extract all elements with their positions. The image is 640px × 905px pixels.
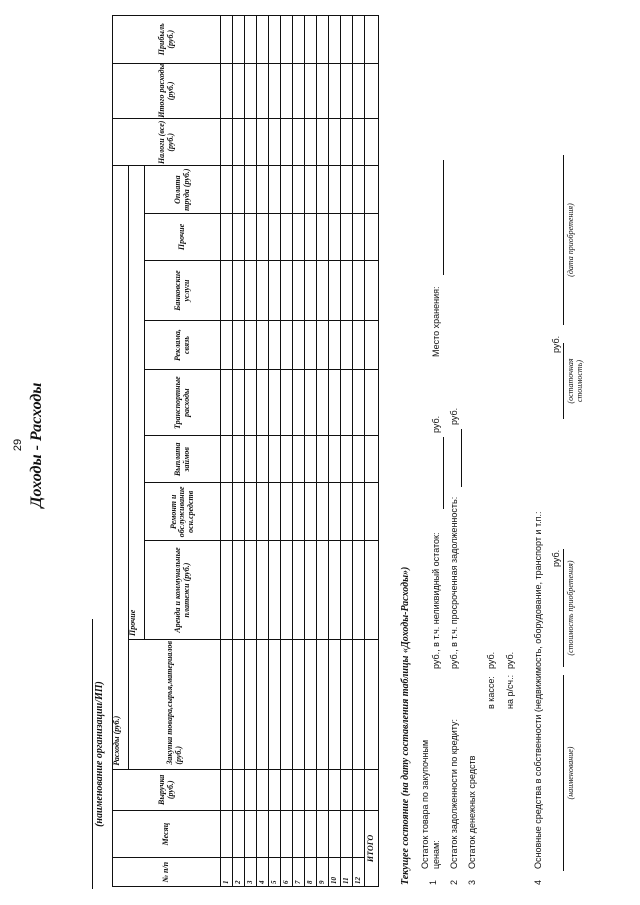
- table-cell[interactable]: [233, 639, 245, 769]
- table-cell[interactable]: [305, 541, 317, 640]
- org-caption: (наименование организации/ИП): [94, 681, 105, 827]
- table-cell[interactable]: [293, 320, 305, 369]
- table-cell[interactable]: [269, 483, 281, 541]
- table-cell[interactable]: [305, 16, 317, 64]
- item2-num: 2: [449, 879, 459, 885]
- table-cell[interactable]: [269, 436, 281, 483]
- table-cell[interactable]: [365, 541, 379, 640]
- table-cell[interactable]: [305, 261, 317, 321]
- table-cell[interactable]: [281, 541, 293, 640]
- table-cell[interactable]: [293, 119, 305, 166]
- table-cell[interactable]: [317, 16, 329, 64]
- asset-residual-field[interactable]: [563, 343, 564, 419]
- row-number: 4: [257, 858, 269, 887]
- cash-label: в кассе:: [486, 676, 496, 709]
- org-name-line: [92, 619, 93, 889]
- table-cell[interactable]: [269, 119, 281, 166]
- income-expense-table: [112, 15, 379, 887]
- item1-unit2: руб.: [431, 415, 441, 433]
- table-cell[interactable]: [269, 370, 281, 436]
- item4-unit2: руб.: [551, 335, 561, 353]
- table-row: [221, 16, 233, 887]
- table-cell[interactable]: [329, 166, 341, 213]
- table-cell[interactable]: [365, 213, 379, 260]
- table-body: [221, 16, 365, 887]
- item4-unit1: руб.: [551, 549, 561, 567]
- table-cell[interactable]: [221, 370, 233, 436]
- table-cell[interactable]: [341, 320, 353, 369]
- table-cell[interactable]: [233, 63, 245, 119]
- table-cell[interactable]: [281, 320, 293, 369]
- table-cell[interactable]: [245, 483, 257, 541]
- table-cell[interactable]: [269, 320, 281, 369]
- table-cell[interactable]: [269, 166, 281, 213]
- table-row: [353, 16, 365, 887]
- table-cell[interactable]: [221, 639, 233, 769]
- table-cell[interactable]: [317, 483, 329, 541]
- table-cell[interactable]: [353, 119, 365, 166]
- table-cell[interactable]: [329, 213, 341, 260]
- table-cell[interactable]: [305, 483, 317, 541]
- table-cell[interactable]: [221, 261, 233, 321]
- table-cell[interactable]: [317, 639, 329, 769]
- header-repair: Ремонт и обслуживание осн.средств: [145, 483, 221, 541]
- table-cell[interactable]: [365, 166, 379, 213]
- row-number: 5: [269, 858, 281, 887]
- item2-unit: руб., в т.ч. просроченная задолженность:: [449, 496, 459, 669]
- table-cell[interactable]: [293, 810, 305, 857]
- table-cell[interactable]: [365, 436, 379, 483]
- header-num: № п/п: [113, 858, 221, 887]
- table-cell[interactable]: [317, 810, 329, 857]
- table-cell[interactable]: [281, 769, 293, 810]
- table-row: [269, 16, 281, 887]
- table-cell[interactable]: [233, 769, 245, 810]
- table-cell[interactable]: [329, 119, 341, 166]
- table-cell[interactable]: [317, 63, 329, 119]
- table-cell[interactable]: [257, 370, 269, 436]
- table-cell[interactable]: [341, 541, 353, 640]
- table-cell[interactable]: [305, 213, 317, 260]
- table-cell[interactable]: [281, 483, 293, 541]
- table-cell[interactable]: [353, 769, 365, 810]
- table-cell[interactable]: [317, 119, 329, 166]
- table-cell[interactable]: [257, 16, 269, 64]
- table-cell[interactable]: [341, 166, 353, 213]
- table-cell[interactable]: [329, 370, 341, 436]
- row-number: 8: [305, 858, 317, 887]
- table-cell[interactable]: [257, 166, 269, 213]
- table-cell[interactable]: [293, 370, 305, 436]
- item1-illiquid-field[interactable]: [443, 437, 444, 509]
- row-number: 12: [353, 858, 365, 887]
- table-cell[interactable]: [317, 166, 329, 213]
- table-cell[interactable]: [365, 320, 379, 369]
- table-cell[interactable]: [245, 166, 257, 213]
- table-cell[interactable]: [257, 261, 269, 321]
- table-cell[interactable]: [353, 320, 365, 369]
- table-cell[interactable]: [233, 16, 245, 64]
- header-revenue: Выручка (руб.): [113, 769, 221, 810]
- table-cell[interactable]: [305, 436, 317, 483]
- table-cell[interactable]: [233, 483, 245, 541]
- table-cell[interactable]: [233, 213, 245, 260]
- table-cell[interactable]: [257, 213, 269, 260]
- table-cell[interactable]: [269, 810, 281, 857]
- caption-date: (дата приобретения): [566, 203, 575, 277]
- item2-overdue-field[interactable]: [461, 429, 462, 487]
- row-number: 6: [281, 858, 293, 887]
- table-cell[interactable]: [353, 166, 365, 213]
- table-cell[interactable]: [293, 166, 305, 213]
- storage-label: Место хранения:: [431, 286, 441, 357]
- table-cell[interactable]: [341, 639, 353, 769]
- table-cell[interactable]: [269, 541, 281, 640]
- table-cell[interactable]: [269, 63, 281, 119]
- table-cell[interactable]: [329, 810, 341, 857]
- table-cell[interactable]: [245, 63, 257, 119]
- table-cell[interactable]: [245, 541, 257, 640]
- table-cell[interactable]: [233, 370, 245, 436]
- table-cell[interactable]: [329, 639, 341, 769]
- table-cell[interactable]: [353, 541, 365, 640]
- table-cell[interactable]: [353, 483, 365, 541]
- table-cell[interactable]: [365, 483, 379, 541]
- table-cell[interactable]: [329, 261, 341, 321]
- table-cell[interactable]: [281, 436, 293, 483]
- table-cell[interactable]: [341, 810, 353, 857]
- table-cell[interactable]: [365, 63, 379, 119]
- total-label: ИТОГО: [365, 810, 379, 886]
- table-cell[interactable]: [245, 810, 257, 857]
- cash-unit: руб.: [486, 651, 496, 669]
- table-cell[interactable]: [365, 639, 379, 769]
- table-cell[interactable]: [221, 769, 233, 810]
- table-cell[interactable]: [269, 213, 281, 260]
- asset-name-field[interactable]: [563, 675, 564, 871]
- table-cell[interactable]: [245, 320, 257, 369]
- table-cell[interactable]: [245, 261, 257, 321]
- table-cell[interactable]: [329, 16, 341, 64]
- table-cell[interactable]: [353, 213, 365, 260]
- table-cell[interactable]: [329, 320, 341, 369]
- account-label: на р/сч.:: [505, 674, 515, 709]
- table-cell[interactable]: [245, 639, 257, 769]
- table-cell[interactable]: [233, 541, 245, 640]
- header-other-group: Прочие: [129, 166, 145, 640]
- table-cell[interactable]: [233, 810, 245, 857]
- table-cell[interactable]: [269, 639, 281, 769]
- header-purchase: Закупка товара,сырья,материалов (руб.): [129, 639, 221, 769]
- table-cell[interactable]: [341, 16, 353, 64]
- table-cell[interactable]: [305, 119, 317, 166]
- header-transport: Транспортные расходы: [145, 370, 221, 436]
- table-cell[interactable]: [293, 63, 305, 119]
- table-cell[interactable]: [269, 261, 281, 321]
- table-cell[interactable]: [257, 436, 269, 483]
- table-row: [281, 16, 293, 887]
- asset-cost-field[interactable]: [563, 549, 564, 667]
- table-cell[interactable]: [221, 541, 233, 640]
- table-cell[interactable]: [341, 119, 353, 166]
- table-cell[interactable]: [257, 769, 269, 810]
- header-month: Месяц: [113, 810, 221, 857]
- row-number: 10: [329, 858, 341, 887]
- table-cell[interactable]: [269, 16, 281, 64]
- row-number: 7: [293, 858, 305, 887]
- account-unit: руб.: [505, 651, 515, 669]
- table-cell[interactable]: [257, 483, 269, 541]
- table-row: [329, 16, 341, 887]
- header-expenses-group: Расходы (руб.): [113, 166, 129, 769]
- table-cell[interactable]: [245, 769, 257, 810]
- header-rent: Аренда и коммунальные платежи (руб.): [145, 541, 221, 640]
- table-cell[interactable]: [233, 261, 245, 321]
- table-cell[interactable]: [257, 810, 269, 857]
- table-cell[interactable]: [353, 261, 365, 321]
- table-cell[interactable]: [317, 541, 329, 640]
- table-cell[interactable]: [365, 370, 379, 436]
- storage-field[interactable]: [443, 160, 444, 275]
- item2-unit2: руб.: [449, 407, 459, 425]
- header-salary: Оплата труда (руб.): [145, 166, 221, 213]
- header-taxes: Налоги (все) (руб.): [113, 119, 221, 166]
- table-cell[interactable]: [341, 769, 353, 810]
- table-row: [341, 16, 353, 887]
- table-cell[interactable]: [305, 166, 317, 213]
- table-cell[interactable]: [365, 16, 379, 64]
- row-number: 11: [341, 858, 353, 887]
- status-heading: Текущее состояние (на дату составления таблицы «Доходы-Расходы»): [400, 566, 411, 885]
- table-cell[interactable]: [341, 370, 353, 436]
- page-title: Доходы - Расходы: [28, 382, 45, 508]
- table-cell[interactable]: [317, 370, 329, 436]
- table-cell[interactable]: [353, 810, 365, 857]
- table-cell[interactable]: [257, 119, 269, 166]
- table-cell[interactable]: [305, 639, 317, 769]
- item1-unit: руб., в т.ч. неликвидный остаток:: [431, 532, 441, 669]
- table-cell[interactable]: [245, 370, 257, 436]
- table-row: [293, 16, 305, 887]
- table-cell[interactable]: [257, 541, 269, 640]
- table-cell[interactable]: [305, 63, 317, 119]
- table-cell[interactable]: [233, 166, 245, 213]
- table-cell[interactable]: [221, 63, 233, 119]
- table-cell[interactable]: [353, 639, 365, 769]
- row-number: 1: [221, 858, 233, 887]
- table-row: [245, 16, 257, 887]
- table-cell[interactable]: [257, 320, 269, 369]
- table-row: [305, 16, 317, 887]
- row-number: 9: [317, 858, 329, 887]
- table-cell[interactable]: [281, 213, 293, 260]
- table-cell[interactable]: [221, 213, 233, 260]
- row-number: 2: [233, 858, 245, 887]
- table-cell[interactable]: [293, 16, 305, 64]
- table-cell[interactable]: [293, 213, 305, 260]
- header-bank: Банковские услуги: [145, 261, 221, 321]
- table-row: [257, 16, 269, 887]
- table-cell[interactable]: [353, 63, 365, 119]
- table-cell[interactable]: [221, 320, 233, 369]
- asset-date-field[interactable]: [563, 155, 564, 325]
- table-cell[interactable]: [305, 810, 317, 857]
- table-cell[interactable]: [293, 436, 305, 483]
- table-cell[interactable]: [353, 370, 365, 436]
- item2-label: Остаток задолженности по кредиту:: [449, 719, 459, 869]
- table-cell[interactable]: [221, 483, 233, 541]
- table-cell[interactable]: [221, 810, 233, 857]
- table-cell[interactable]: [293, 769, 305, 810]
- table-cell[interactable]: [329, 436, 341, 483]
- table-cell[interactable]: [341, 63, 353, 119]
- caption-name: (наименование): [566, 746, 575, 800]
- table-cell[interactable]: [221, 16, 233, 64]
- table-cell[interactable]: [257, 63, 269, 119]
- caption-residual: (остаточная стоимость): [566, 358, 584, 404]
- table-cell[interactable]: [221, 119, 233, 166]
- table-cell[interactable]: [329, 541, 341, 640]
- header-total-expenses: Итого расходы (руб.): [113, 63, 221, 119]
- table-cell[interactable]: [293, 261, 305, 321]
- table-cell[interactable]: [257, 639, 269, 769]
- table-cell[interactable]: [341, 436, 353, 483]
- table-cell[interactable]: [281, 261, 293, 321]
- header-loans: Выплата займов: [145, 436, 221, 483]
- table-cell[interactable]: [221, 436, 233, 483]
- table-cell[interactable]: [365, 769, 379, 810]
- table-cell[interactable]: [365, 119, 379, 166]
- table-cell[interactable]: [245, 119, 257, 166]
- table-cell[interactable]: [317, 769, 329, 810]
- table-cell[interactable]: [221, 166, 233, 213]
- header-ads: Реклама, связь: [145, 320, 221, 369]
- item1-num: 1: [428, 879, 438, 885]
- table-cell[interactable]: [341, 483, 353, 541]
- item3-num: 3: [467, 879, 477, 885]
- table-cell[interactable]: [281, 166, 293, 213]
- page-number: 29: [12, 438, 24, 452]
- table-cell[interactable]: [281, 370, 293, 436]
- table-cell[interactable]: [293, 639, 305, 769]
- table-cell[interactable]: [329, 483, 341, 541]
- table-cell[interactable]: [293, 541, 305, 640]
- caption-cost: (стоимость приобретения): [566, 560, 575, 656]
- table-cell[interactable]: [281, 639, 293, 769]
- table-cell[interactable]: [269, 769, 281, 810]
- table-cell[interactable]: [317, 320, 329, 369]
- header-profit: Прибыль (руб.): [113, 16, 221, 64]
- table-cell[interactable]: [245, 16, 257, 64]
- table-row: [317, 16, 329, 887]
- table-cell[interactable]: [329, 63, 341, 119]
- item4-num: 4: [533, 879, 543, 885]
- table-cell[interactable]: [245, 213, 257, 260]
- table-cell[interactable]: [365, 261, 379, 321]
- table-cell[interactable]: [329, 769, 341, 810]
- table-row: [233, 16, 245, 887]
- table-cell[interactable]: [341, 213, 353, 260]
- header-other: Прочие: [145, 213, 221, 260]
- table-cell[interactable]: [281, 119, 293, 166]
- table-cell[interactable]: [281, 63, 293, 119]
- table-cell[interactable]: [317, 213, 329, 260]
- table-cell[interactable]: [353, 436, 365, 483]
- item1-label-a: Остаток товара по закупочным: [420, 739, 430, 869]
- item1-label-b: ценам:: [431, 840, 441, 869]
- table-cell[interactable]: [341, 261, 353, 321]
- table-cell[interactable]: [233, 320, 245, 369]
- table-cell[interactable]: [293, 483, 305, 541]
- item4-label: Основные средства в собственности (недвижимость, оборудование, транспорт и т.п.:: [533, 511, 543, 869]
- table-cell[interactable]: [317, 261, 329, 321]
- table-cell[interactable]: [233, 119, 245, 166]
- table-cell[interactable]: [305, 370, 317, 436]
- table-cell[interactable]: [233, 436, 245, 483]
- table-cell[interactable]: [281, 810, 293, 857]
- table-cell[interactable]: [305, 769, 317, 810]
- table-cell[interactable]: [281, 16, 293, 64]
- table-cell[interactable]: [317, 436, 329, 483]
- table-cell[interactable]: [353, 16, 365, 64]
- table-cell[interactable]: [245, 436, 257, 483]
- item3-label: Остаток денежных средств: [467, 755, 477, 869]
- table-cell[interactable]: [305, 320, 317, 369]
- row-number: 3: [245, 858, 257, 887]
